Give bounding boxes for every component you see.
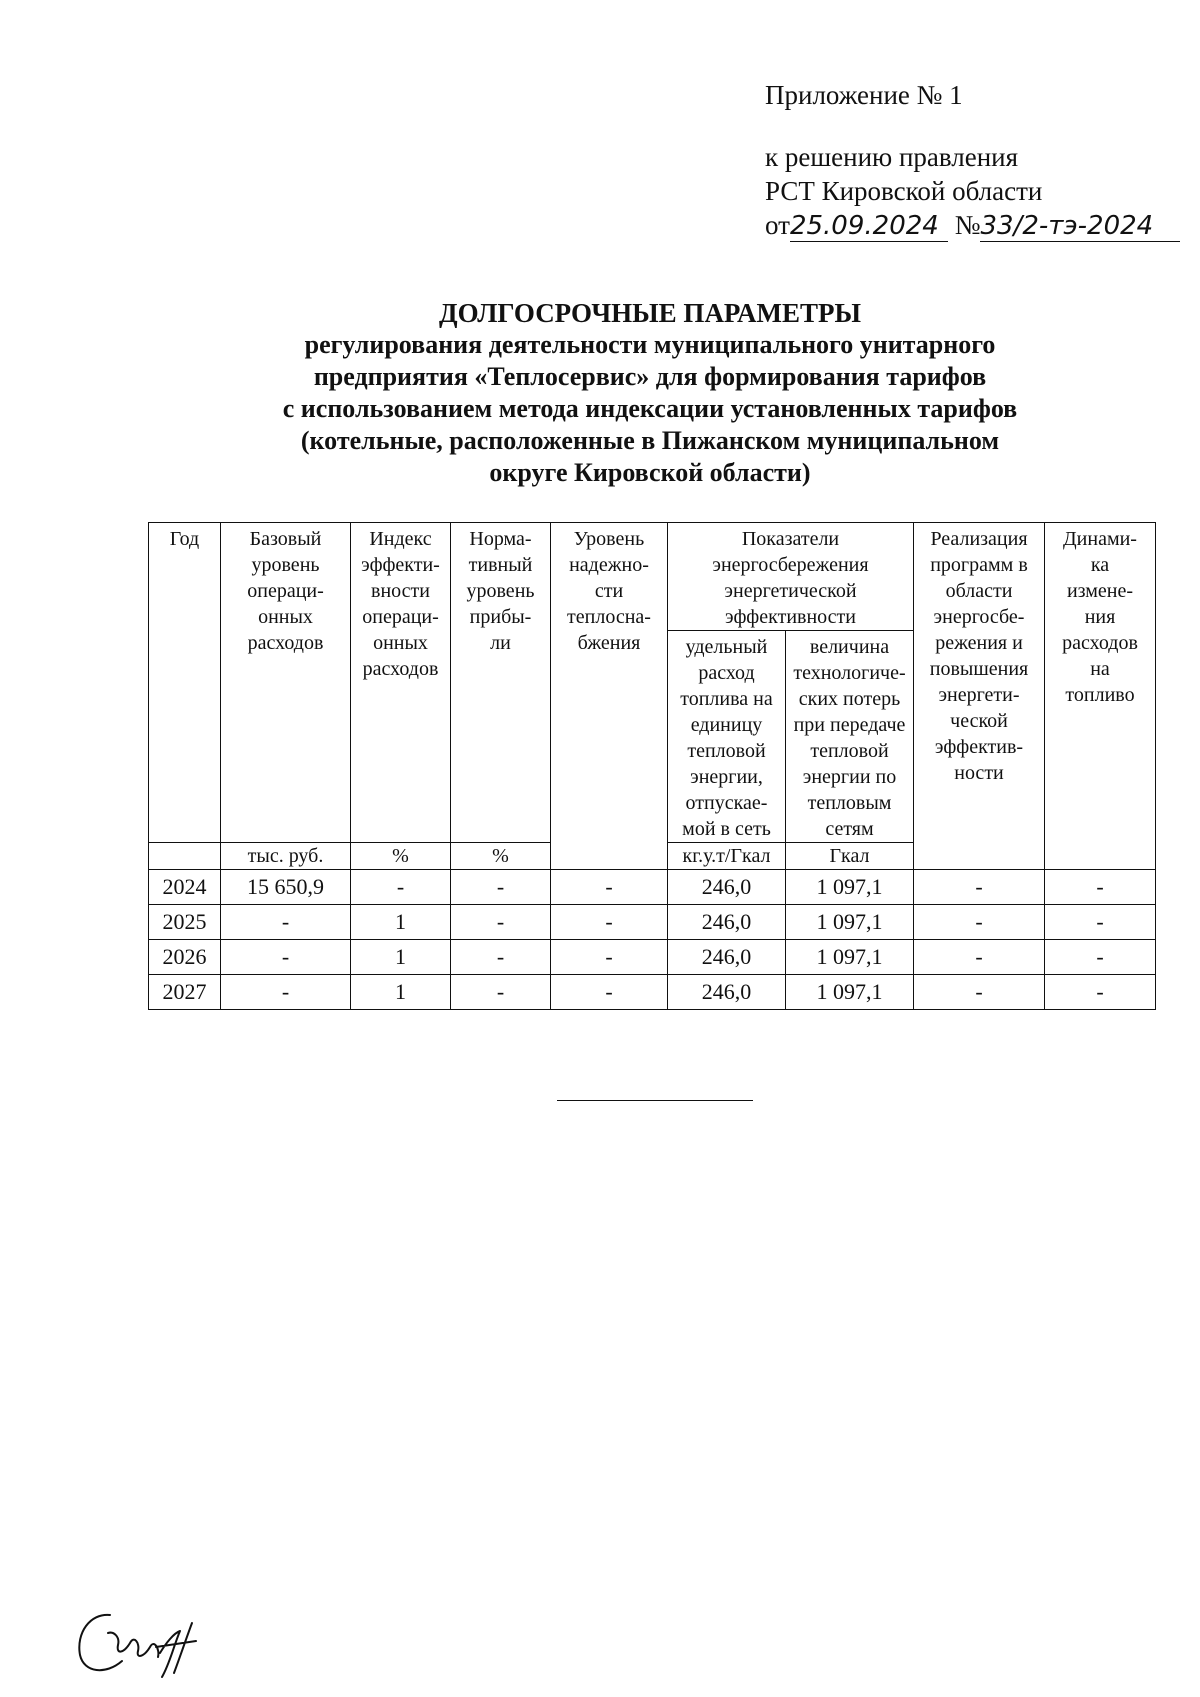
header-year: Год [149, 523, 221, 843]
cell-specific-fuel: 246,0 [668, 870, 786, 905]
cell-specific-fuel: 246,0 [668, 905, 786, 940]
unit-year [149, 843, 221, 870]
cell-base-cost: - [221, 940, 351, 975]
header-row-top [149, 523, 1156, 631]
title-line-2: предприятия «Теплосервис» для формирования тарифов [313, 362, 987, 391]
cell-heat-losses: 1 097,1 [786, 975, 914, 1010]
title-line-5: округе Кировской области) [489, 458, 811, 487]
handwritten-date: 25.09.2024 [790, 211, 948, 242]
cell-efficiency-index: 1 [351, 940, 451, 975]
header-fuel-dynamics: Динами- ка измене- ния расходов на топливо [1045, 523, 1156, 870]
header-programs: Реализация программ в области энергосбе- режения и повышения энергети- ческой эффектив- ности [914, 523, 1045, 870]
table-row [149, 940, 1156, 975]
title-line-1: регулирования деятельности муниципального унитарного [304, 330, 996, 359]
unit-efficiency-index: % [351, 843, 451, 870]
cell-specific-fuel: 246,0 [668, 940, 786, 975]
appendix-line-date-number [765, 208, 1180, 242]
appendix-line-decision: к решению правления [765, 142, 1019, 172]
cell-programs: - [914, 975, 1045, 1010]
cell-efficiency-index: - [351, 870, 451, 905]
cell-year: 2026 [149, 940, 221, 975]
cell-specific-fuel: 246,0 [668, 975, 786, 1010]
cell-programs: - [914, 870, 1045, 905]
parameters-table [148, 522, 1156, 1010]
cell-year: 2025 [149, 905, 221, 940]
cell-fuel-dynamics: - [1045, 870, 1156, 905]
header-heat-losses: величина технологиче- ских потерь при передаче тепловой энергии по тепловым сетям [786, 631, 914, 843]
cell-base-cost: - [221, 975, 351, 1010]
title-line-3: с использованием метода индексации установленных тарифов [282, 394, 1018, 423]
appendix-block [765, 78, 1180, 242]
cell-fuel-dynamics: - [1045, 940, 1156, 975]
end-of-document-rule [557, 1100, 753, 1101]
unit-specific-fuel: кг.у.т/Гкал [668, 843, 786, 870]
header-reliability: Уровень надежно- сти теплосна- бжения [551, 523, 668, 870]
cell-year: 2027 [149, 975, 221, 1010]
unit-profit-level: % [451, 843, 551, 870]
cell-heat-losses: 1 097,1 [786, 940, 914, 975]
cell-base-cost: 15 650,9 [221, 870, 351, 905]
cell-profit-level: - [451, 905, 551, 940]
cell-reliability: - [551, 975, 668, 1010]
cell-reliability: - [551, 940, 668, 975]
title-main: ДОЛГОСРОЧНЫЕ ПАРАМЕТРЫ [439, 298, 861, 328]
cell-efficiency-index: 1 [351, 905, 451, 940]
cell-reliability: - [551, 870, 668, 905]
cell-heat-losses: 1 097,1 [786, 870, 914, 905]
cell-base-cost: - [221, 905, 351, 940]
cell-profit-level: - [451, 940, 551, 975]
cell-year: 2024 [149, 870, 221, 905]
document-title [150, 297, 1150, 489]
cell-profit-level: - [451, 870, 551, 905]
date-prefix: от [765, 210, 790, 240]
table-row [149, 905, 1156, 940]
appendix-title: Приложение № 1 [765, 80, 963, 110]
header-efficiency-index: Индекс эффекти- вности операци- онных расходов [351, 523, 451, 843]
cell-fuel-dynamics: - [1045, 975, 1156, 1010]
table-row [149, 975, 1156, 1010]
header-energy-efficiency-group: Показатели энергосбережения энергетической эффективности [668, 523, 914, 631]
table-row [149, 870, 1156, 905]
cell-programs: - [914, 940, 1045, 975]
unit-heat-losses: Гкал [786, 843, 914, 870]
title-line-4: (котельные, расположенные в Пижанском муниципальном [300, 426, 1000, 455]
header-profit-level: Норма- тивный уровень прибы- ли [451, 523, 551, 843]
cell-profit-level: - [451, 975, 551, 1010]
unit-base-cost: тыс. руб. [221, 843, 351, 870]
cell-heat-losses: 1 097,1 [786, 905, 914, 940]
cell-reliability: - [551, 905, 668, 940]
header-base-cost: Базовый уровень операци- онных расходов [221, 523, 351, 843]
cell-efficiency-index: 1 [351, 975, 451, 1010]
number-prefix: № [954, 210, 981, 240]
header-specific-fuel: удельный расход топлива на единицу тепловой энергии, отпускае- мой в сеть [668, 631, 786, 843]
handwritten-signature [70, 1603, 230, 1683]
handwritten-number: 33/2-тэ-2024 [980, 211, 1180, 242]
cell-programs: - [914, 905, 1045, 940]
appendix-line-authority: РСТ Кировской области [765, 176, 1043, 206]
cell-fuel-dynamics: - [1045, 905, 1156, 940]
